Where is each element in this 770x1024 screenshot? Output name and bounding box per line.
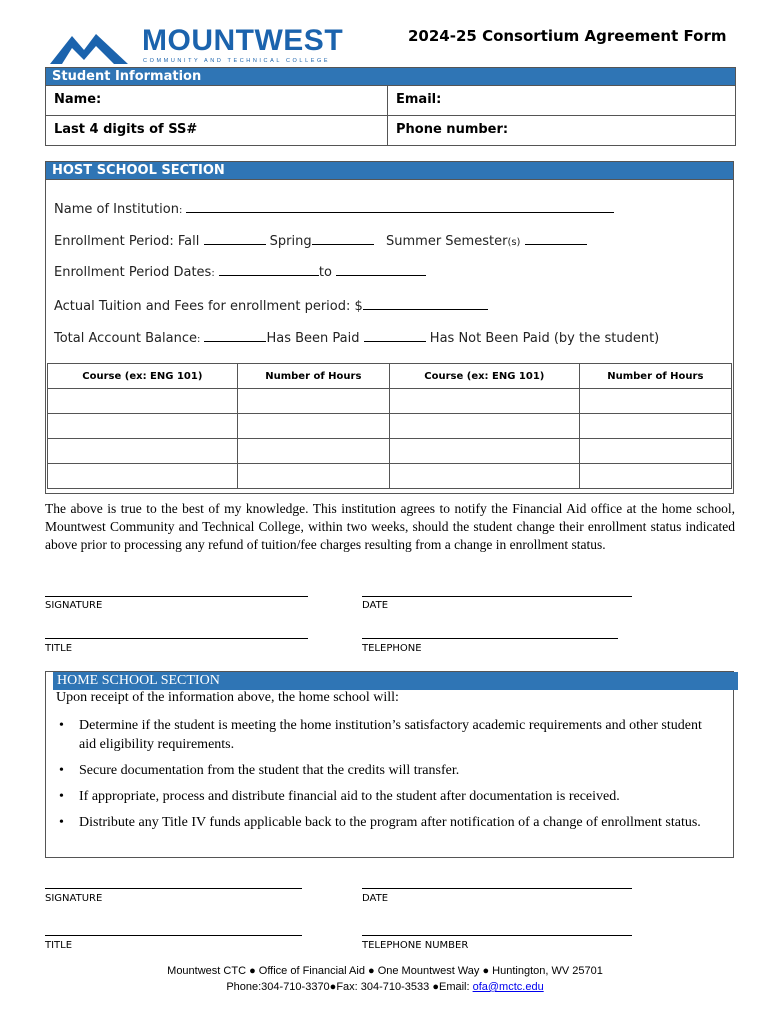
host-signature-line[interactable] [45,596,308,597]
home-title-label: TITLE [45,940,73,951]
footer-contact [0,981,770,993]
dates-label: Enrollment Period Dates [54,265,212,280]
list-item: • If appropriate, process and distribute financial aid to the student after documentation is received. [56,787,706,806]
table-row [48,439,732,464]
student-info-heading: Student Information [46,68,735,86]
table-cell[interactable] [579,464,731,489]
home-date-label: DATE [362,893,389,904]
home-title-line[interactable] [45,935,302,936]
college-logo [50,26,360,66]
table-cell[interactable] [579,439,731,464]
summer-suffix: (s) [507,237,521,248]
fall-label: Fall [177,234,200,249]
table-cell[interactable] [389,464,579,489]
home-telephone-label: TELEPHONE NUMBER [362,940,469,951]
spring-field[interactable] [312,232,374,245]
form-title: 2024-25 Consortium Agreement Form [408,27,727,45]
institution-field[interactable] [186,200,614,213]
table-cell[interactable] [579,414,731,439]
table-cell[interactable] [389,389,579,414]
table-cell[interactable] [579,389,731,414]
home-date-line[interactable] [362,888,632,889]
student-info-row [46,116,735,145]
host-date-label: DATE [362,600,389,611]
summer-label: Summer Semester [386,234,508,249]
home-telephone-line[interactable] [362,935,632,936]
spring-label: Spring [269,234,312,249]
hours-header: Number of Hours [237,364,389,389]
summer-field[interactable] [525,232,587,245]
course-table [47,363,732,489]
fall-field[interactable] [204,232,266,245]
host-title-line[interactable] [45,638,308,639]
table-row [48,414,732,439]
attestation-text: The above is true to the best of my knowledge. This institution agrees to notify the Financial Aid office at the home school, Mountwest Community and Technical College, within two weeks, should the student change their enrollment status indicated above prior to processing any refund of tuition/fee charges resulting from a change in enrollment status. [45,501,735,552]
logo-name: MOUNTWEST [142,24,344,57]
home-signature-label: SIGNATURE [45,893,103,904]
host-date-line[interactable] [362,596,632,597]
balance-label: Total Account Balance [54,331,197,346]
table-cell[interactable] [237,464,389,489]
home-school-section [45,671,734,858]
institution-line: Name of Institution: [54,200,614,217]
host-telephone-label: TELEPHONE [362,643,422,654]
host-title-label: TITLE [45,643,73,654]
course-header: Course (ex: ENG 101) [389,364,579,389]
table-cell[interactable] [48,464,238,489]
host-school-section [45,161,734,494]
table-cell[interactable] [237,414,389,439]
mountain-logo-icon [50,26,140,66]
table-row [48,389,732,414]
footer-email-link[interactable]: ofa@mctc.edu [472,981,544,993]
ssn-field[interactable]: Last 4 digits of SS# [46,116,388,145]
end-date-field[interactable] [336,263,426,276]
email-field[interactable]: Email: [396,92,442,107]
home-school-heading: HOME SCHOOL SECTION [53,672,738,690]
not-paid-label: Has Not Been Paid (by the student) [429,331,660,346]
enrollment-period-label: Enrollment Period: [54,234,174,249]
tuition-field[interactable] [363,297,488,310]
table-cell[interactable] [389,439,579,464]
table-cell[interactable] [237,439,389,464]
footer-address: Mountwest CTC ● Office of Financial Aid ● One Mountwest Way ● Huntington, WV 25701 [167,965,603,977]
host-telephone-line[interactable] [362,638,618,639]
paid-label: Has Been Paid [266,331,360,346]
home-signature-line[interactable] [45,888,302,889]
table-cell[interactable] [237,389,389,414]
table-cell[interactable] [48,439,238,464]
dates-line: Enrollment Period Dates: to [54,263,426,280]
enrollment-period-line [54,232,587,249]
list-item: • Secure documentation from the student that the credits will transfer. [56,761,706,780]
list-item: • Determine if the student is meeting the home institution’s satisfactory academic requirements and other student aid eligibility requirements. [56,716,706,754]
home-school-list [56,716,706,839]
table-cell[interactable] [389,414,579,439]
hours-header: Number of Hours [579,364,731,389]
paid-field[interactable] [364,329,426,342]
tuition-label: Actual Tuition and Fees for enrollment period: $ [54,299,363,314]
student-info-row [46,86,735,116]
host-signature-label: SIGNATURE [45,600,103,611]
course-header: Course (ex: ENG 101) [48,364,238,389]
list-item: • Distribute any Title IV funds applicable back to the program after notification of a change of enrollment status. [56,813,706,832]
home-school-intro: Upon receipt of the information above, the home school will: [56,690,399,705]
balance-field[interactable] [204,329,266,342]
phone-field[interactable]: Phone number: [396,122,509,137]
name-field[interactable]: Name: [46,86,388,115]
footer-phone-fax: Phone:304-710-3370●Fax: 304-710-3533 ●Email: [226,981,473,993]
logo-tagline: COMMUNITY AND TECHNICAL COLLEGE [143,58,331,64]
to-label: to [318,265,332,280]
host-school-heading: HOST SCHOOL SECTION [46,162,733,180]
table-row [48,464,732,489]
tuition-line [54,297,488,314]
balance-line: Total Account Balance: Has Been Paid Has Not Been Paid (by the student) [54,331,660,346]
student-info-table [45,67,736,146]
table-cell[interactable] [48,389,238,414]
course-table-header [48,364,732,389]
institution-label: Name of Institution [54,202,179,217]
start-date-field[interactable] [219,263,319,276]
table-cell[interactable] [48,414,238,439]
